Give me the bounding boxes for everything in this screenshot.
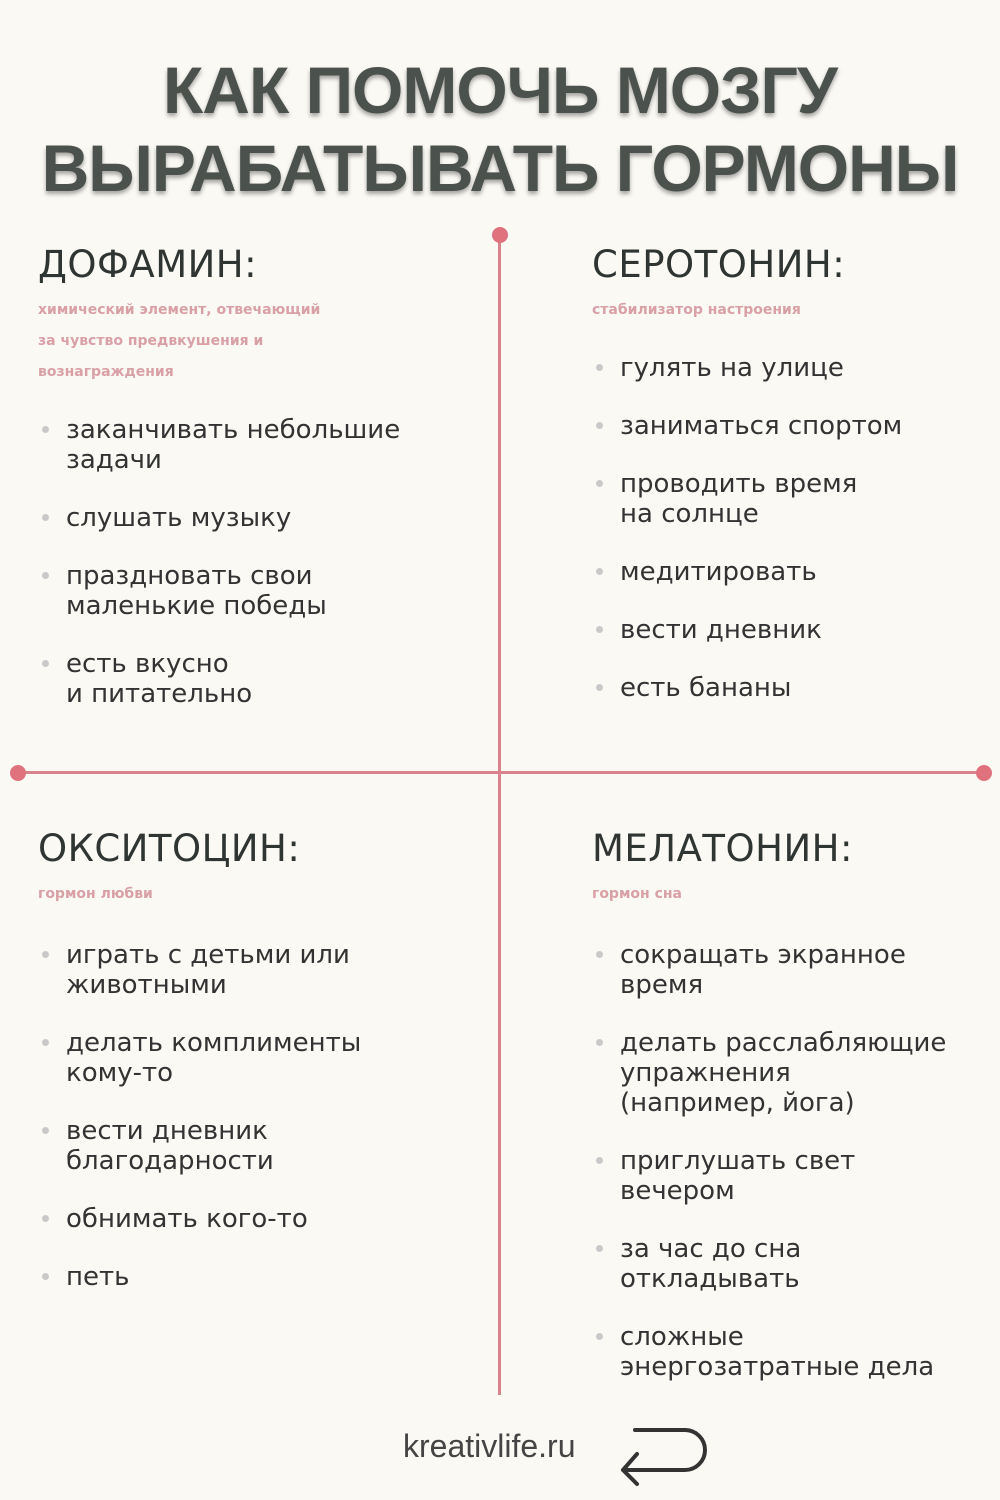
bullet-icon bbox=[596, 1157, 603, 1164]
bullet-icon bbox=[596, 951, 603, 958]
quadrant-dopamine bbox=[38, 243, 488, 709]
bullet-icon bbox=[42, 660, 49, 667]
list-item-line: (например, йога) bbox=[620, 1088, 855, 1118]
list-item-line: время bbox=[620, 970, 704, 1000]
list-item bbox=[38, 1262, 361, 1292]
bullet-icon bbox=[42, 1215, 49, 1222]
site-link[interactable]: kreativlife.ru bbox=[403, 1428, 576, 1464]
vertical-divider bbox=[498, 235, 501, 1395]
list-item-line: делать комплименты bbox=[66, 1028, 362, 1058]
list-item-line: на солнце bbox=[620, 499, 759, 529]
bullet-icon bbox=[42, 426, 49, 433]
subtitle-line: за чувство предвкушения и bbox=[38, 333, 264, 349]
list-item-line: сложные bbox=[620, 1322, 744, 1352]
bullet-icon bbox=[596, 626, 603, 633]
quadrant-heading: СЕРОТОНИН: bbox=[592, 243, 846, 286]
quadrant-oxytocin bbox=[38, 827, 488, 1292]
list-item-line: кому-то bbox=[66, 1058, 174, 1088]
list-item-line: праздновать свои bbox=[66, 561, 313, 591]
list-item bbox=[592, 1322, 946, 1382]
list-item bbox=[592, 1234, 946, 1294]
list-item-line: животными bbox=[66, 970, 227, 1000]
subtitle-line: гормон сна bbox=[592, 886, 682, 902]
bullet-icon bbox=[42, 1039, 49, 1046]
list-item bbox=[592, 1146, 946, 1206]
list-item-line: вечером bbox=[620, 1176, 735, 1206]
list-item-line: вести дневник bbox=[620, 615, 822, 645]
list-item bbox=[38, 415, 400, 475]
quadrant-subtitle bbox=[592, 879, 997, 910]
quadrant-subtitle bbox=[38, 295, 488, 388]
list-item bbox=[38, 649, 400, 709]
list-item-line: энергозатратные дела bbox=[620, 1352, 935, 1382]
bullet-icon bbox=[596, 1333, 603, 1340]
tips-list bbox=[38, 940, 361, 1320]
list-item bbox=[592, 940, 946, 1000]
list-item-line: слушать музыку bbox=[66, 503, 292, 533]
bullet-icon bbox=[596, 1039, 603, 1046]
list-item bbox=[38, 561, 400, 621]
list-item-line: обнимать кого-то bbox=[66, 1204, 308, 1234]
subtitle-line: химический элемент, отвечающий bbox=[38, 302, 321, 318]
list-item-line: играть с детьми или bbox=[66, 940, 350, 970]
list-item bbox=[38, 1028, 361, 1088]
tips-list bbox=[38, 415, 400, 737]
list-item bbox=[592, 557, 902, 587]
list-item bbox=[592, 353, 902, 383]
quadrant-heading: ДОФАМИН: bbox=[38, 243, 258, 286]
quadrant-serotonin bbox=[592, 243, 992, 703]
list-item-line: откладывать bbox=[620, 1264, 800, 1294]
divider-dot-top bbox=[492, 227, 508, 243]
list-item-line: упражнения bbox=[620, 1058, 791, 1088]
list-item-line: проводить время bbox=[620, 469, 858, 499]
quadrant-subtitle bbox=[592, 295, 992, 326]
bullet-icon bbox=[596, 422, 603, 429]
bullet-icon bbox=[42, 572, 49, 579]
bullet-icon bbox=[596, 480, 603, 487]
bullet-icon bbox=[596, 568, 603, 575]
tips-list bbox=[592, 353, 902, 731]
title-line-2: ВЫРАБАТЫВАТЬ ГОРМОНЫ bbox=[41, 131, 959, 205]
list-item bbox=[592, 615, 902, 645]
list-item-line: благодарности bbox=[66, 1146, 274, 1176]
list-item-line: и питательно bbox=[66, 679, 253, 709]
tips-list bbox=[592, 940, 946, 1410]
bullet-icon bbox=[42, 1127, 49, 1134]
list-item bbox=[592, 469, 902, 529]
bullet-icon bbox=[42, 951, 49, 958]
return-arrow-icon bbox=[615, 1418, 710, 1488]
bullet-icon bbox=[42, 514, 49, 521]
list-item-line: есть бананы bbox=[620, 673, 792, 703]
horizontal-divider bbox=[18, 771, 985, 774]
subtitle-line: гормон любви bbox=[38, 886, 153, 902]
quadrant-heading: МЕЛАТОНИН: bbox=[592, 827, 853, 870]
list-item-line: вести дневник bbox=[66, 1116, 268, 1146]
list-item bbox=[38, 1116, 361, 1176]
list-item bbox=[38, 940, 361, 1000]
list-item bbox=[38, 503, 400, 533]
quadrant-heading: ОКСИТОЦИН: bbox=[38, 827, 301, 870]
bullet-icon bbox=[596, 364, 603, 371]
list-item-line: гулять на улице bbox=[620, 353, 844, 383]
list-item-line: заканчивать небольшие bbox=[66, 415, 401, 445]
bullet-icon bbox=[596, 1245, 603, 1252]
list-item-line: задачи bbox=[66, 445, 162, 475]
list-item-line: петь bbox=[66, 1262, 130, 1292]
bullet-icon bbox=[596, 684, 603, 691]
quadrant-subtitle bbox=[38, 879, 488, 910]
list-item-line: сокращать экранное bbox=[620, 940, 906, 970]
list-item-line: заниматься спортом bbox=[620, 411, 903, 441]
list-item bbox=[38, 1204, 361, 1234]
title-line-1: КАК ПОМОЧЬ МОЗГУ bbox=[163, 53, 837, 127]
list-item bbox=[592, 1028, 946, 1118]
list-item-line: за час до сна bbox=[620, 1234, 802, 1264]
subtitle-line: вознаграждения bbox=[38, 364, 174, 380]
list-item-line: делать расслабляющие bbox=[620, 1028, 947, 1058]
bullet-icon bbox=[42, 1273, 49, 1280]
list-item-line: медитировать bbox=[620, 557, 817, 587]
list-item bbox=[592, 411, 902, 441]
quadrant-melatonin bbox=[592, 827, 997, 1382]
list-item-line: есть вкусно bbox=[66, 649, 229, 679]
list-item bbox=[592, 673, 902, 703]
list-item-line: маленькие победы bbox=[66, 591, 327, 621]
divider-dot-left bbox=[10, 765, 26, 781]
subtitle-line: стабилизатор настроения bbox=[592, 302, 801, 318]
list-item-line: приглушать свет bbox=[620, 1146, 856, 1176]
divider-dot-right bbox=[976, 765, 992, 781]
